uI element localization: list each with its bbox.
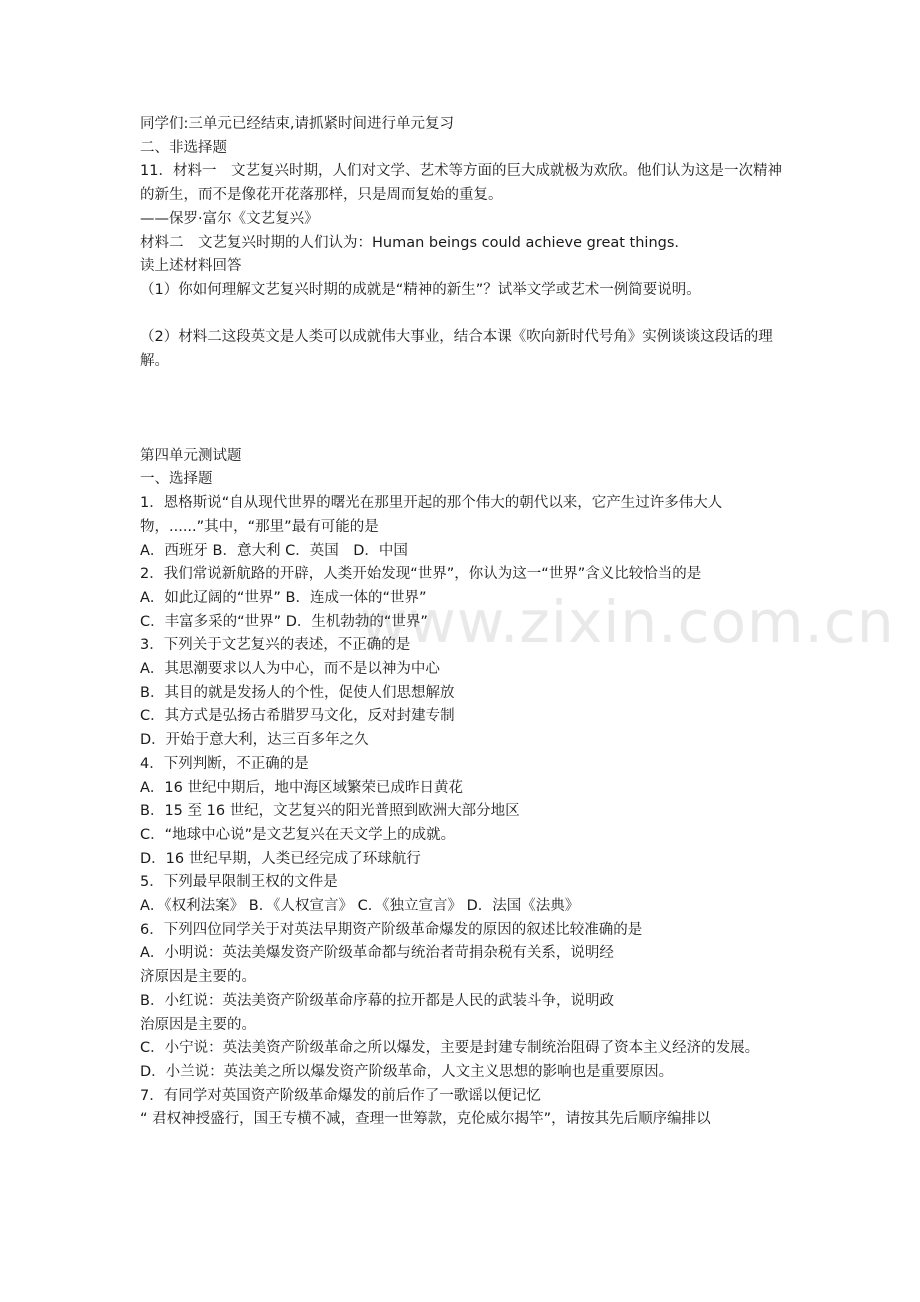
q6-option-d: D．小兰说：英法美之所以爆发资产阶级革命，人文主义思想的影响也是重要原因。	[140, 1064, 674, 1080]
q7-text: 7．有同学对英国资产阶级革命爆发的前后作了一歌谣以便记忆	[140, 1087, 541, 1104]
q2-options-cd: C．丰富多采的“世界” D．生机勃勃的“世界”	[140, 613, 428, 630]
q11-sub2: （2）材料二这段英文是人类可以成就伟大事业，结合本课《吹向新时代号角》实例谈谈这段话的理解。	[140, 329, 773, 370]
q5-options: A．《权利法案》 B．《人权宣言》 C．《独立宣言》 D．法国《法典》	[140, 898, 580, 915]
q2-options-ab: A．如此辽阔的“世界” B．连成一体的“世界”	[140, 589, 427, 606]
q4-text: 4．下列判断，不正确的是	[140, 755, 309, 772]
q11-source: ——保罗·富尔《文艺复兴》	[140, 210, 319, 227]
document-body	[140, 113, 790, 1132]
intro-text: 同学们:三单元已经结束,请抓紧时间进行单元复习	[140, 116, 454, 132]
q5-text: 5．下列最早限制王权的文件是	[140, 874, 338, 891]
q2-text: 2．我们常说新航路的开辟，人类开始发现“世界”，你认为这一“世界”含义比较恰当的是	[140, 566, 702, 583]
section-heading-choice: 一、选择题	[140, 471, 213, 488]
q3-text: 3．下列关于文艺复兴的表述，不正确的是	[140, 637, 411, 654]
unit-test-title: 第四单元测试题	[140, 447, 242, 464]
section-heading-non-choice: 二、非选择题	[140, 139, 227, 156]
q11-instruction: 读上述材料回答	[140, 258, 242, 275]
q3-option-a: A．其思潮要求以人为中心，而不是以神为中心	[140, 661, 440, 678]
q4-option-b: B．15 至 16 世纪，文艺复兴的阳光普照到欧洲大部分地区	[140, 803, 520, 820]
q3-option-b: B．其目的就是发扬人的个性，促使人们思想解放	[140, 684, 455, 701]
q7-rhyme: “ 君权神授盛行，国王专横不减，查理一世筹款，克伦威尔揭竿”，请按其先后顺序编排以	[140, 1111, 711, 1128]
q1-options: A．西班牙 B．意大利 C．英国 D．中国	[140, 542, 408, 559]
q6-option-b-line1: B．小红说：英法美资产阶级革命序幕的拉开都是人民的武装斗争，说明政	[140, 992, 614, 1009]
q6-option-b-line2: 治原因是主要的。	[140, 1016, 256, 1033]
q11-material2: 材料二 文艺复兴时期的人们认为：Human beings could achieve great things.	[140, 234, 680, 251]
q11-material1: 11．材料一 文艺复兴时期，人们对文学、艺术等方面的巨大成就极为欢欣。他们认为这是一次精神的新生，而不是像花开花落那样，只是周而复始的重复。	[140, 163, 782, 204]
q1-text: 1．恩格斯说“自从现代世界的曙光在那里开起的那个伟大的朝代以来，它产生过许多伟大人物，......”其中，“那里”最有可能的是	[140, 495, 723, 535]
q6-text: 6．下列四位同学关于对英法早期资产阶级革命爆发的原因的叙述比较准确的是	[140, 921, 643, 938]
q4-option-a: A．16 世纪中期后，地中海区域繁荣已成昨日黄花	[140, 779, 463, 796]
q6-option-c: C．小宁说：英法美资产阶级革命之所以爆发，主要是封建专制统治阻碍了资本主义经济的发展。	[140, 1040, 760, 1057]
watermark: www.zixin.com.cn	[360, 588, 895, 656]
q4-option-c: C．“地球中心说”是文艺复兴在天文学上的成就。	[140, 826, 456, 843]
q3-option-d: D．开始于意大利，达三百多年之久	[140, 732, 369, 749]
q6-option-a-line1: A．小明说：英法美爆发资产阶级革命都与统治者苛捐杂税有关系，说明经	[140, 945, 614, 962]
q6-option-a-line2: 济原因是主要的。	[140, 969, 256, 986]
q11-sub1: （1）你如何理解文艺复兴时期的成就是“精神的新生”？试举文学或艺术一例简要说明。	[140, 281, 701, 298]
q3-option-c: C．其方式是弘扬古希腊罗马文化，反对封建专制	[140, 708, 455, 725]
q4-option-d: D．16 世纪早期，人类已经完成了环球航行	[140, 850, 421, 867]
